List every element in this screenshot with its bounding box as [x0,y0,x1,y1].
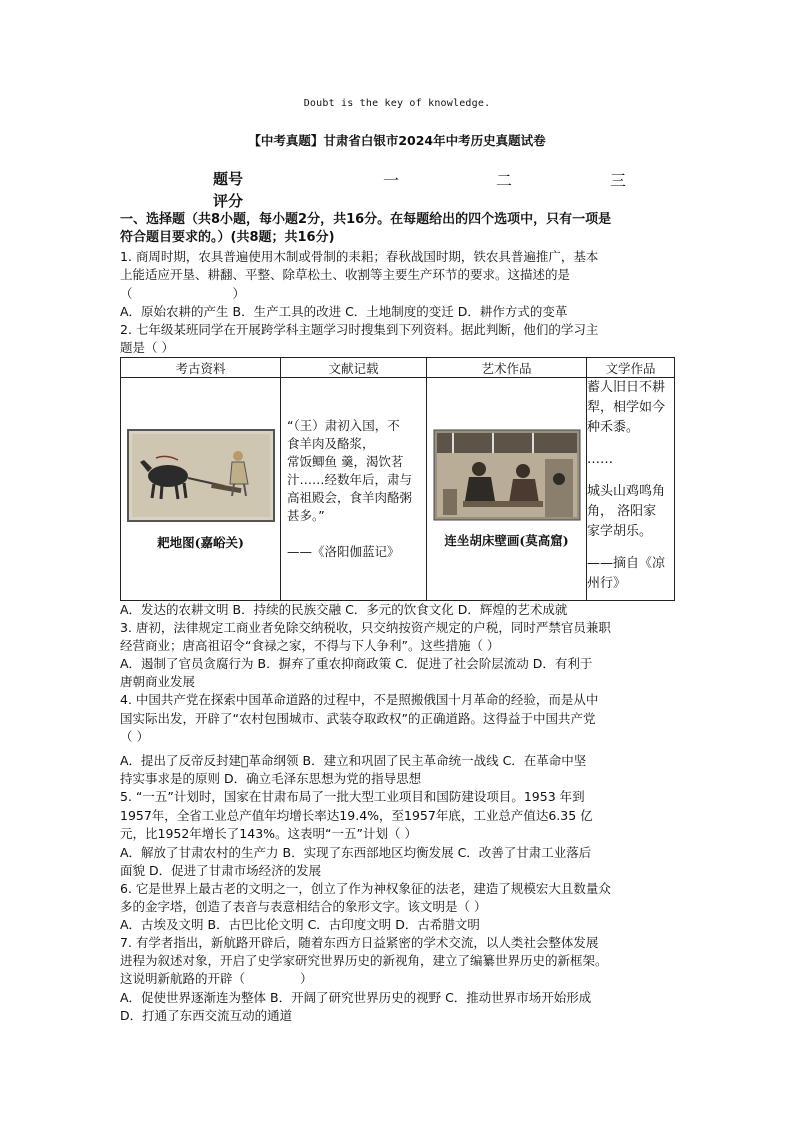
q2-literary-cell [587,378,675,601]
q4-line-3: （ ） [120,729,149,744]
q5-options-line-1: A．解放了甘肃农村的生产力 B．实现了东西部地区均衡发展 C．改善了甘肃工业落后 [120,845,592,860]
section-1-line-2: 符合题目要求的。）(共8题；共16分) [120,230,335,245]
poem-line-4: …… [587,452,613,467]
q1-line-2: 上能适应开垦、耕翻、平整、除草松土、收割等主要生产环节的要求。这描述的是 [120,267,571,282]
poem-line-5: 城头山鸡鸣角 [587,484,666,499]
poem-line-7: 家学胡乐。 [587,524,653,539]
q1-paren-close: ） [232,286,246,301]
record-line-1: “（王）肃初入国，不 [287,418,400,433]
record-line-4: 汁……经数年后，肃与 [287,472,413,487]
q2-header-literature: 文献记载 [281,358,427,378]
exam-title: 【中考真题】甘肃省白银市2024年中考历史真题试卷 [248,133,546,148]
q3-options-line-2: 唐朝商业发展 [120,674,196,689]
q5-line-1: 5. “一五”计划时，国家在甘肃布局了一批大型工业项目和国防建设项目。1953 年到 [120,789,585,804]
q7-line-3 [120,970,680,988]
q7-options-line-2: D．打通了东西交流互动的通道 [120,1008,293,1023]
q2-archaeology-cell [121,378,281,601]
poem-source-2: 州行》 [587,576,627,591]
q7-paren-close: ） [300,971,313,986]
q2-line-1: 2. 七年级某班同学在开展跨学科主题学习时搜集到下列资料。据此判断，他们的学习主 [120,322,599,337]
q5-line-3: 元，比1952年增长了143%。这表明“一五”计划（ ） [120,826,417,841]
record-line-6: 甚多。” [287,508,325,523]
q2-header-art: 艺术作品 [427,358,587,378]
plowing-mural-image [126,428,276,523]
poem-line-2: 犁，相学如今 [587,400,666,415]
poem-line-6: 角， 洛阳家 [587,504,657,519]
q2-options: A．发达的农耕文明 B．持续的民族交融 C．多元的饮食文化 D．辉煌的艺术成就 [120,602,568,617]
score-row-label: 评分 [213,192,244,210]
poem-line-3: 种禾黍。 [587,420,640,435]
q3-line-2: 经营商业；唐高祖诏令“食禄之家，不得与下人争利”。这些措施（ ） [120,638,500,653]
score-col-2: 二 [496,171,513,190]
poem-source-1: ——摘自《凉 [587,556,666,571]
plowing-mural-caption: 耙地图(嘉峪关) [157,534,244,550]
q7-options-line-1: A．促使世界逐渐连为整体 B．开阔了研究世界历史的视野 C．推动世界市场开始形成 [120,990,592,1005]
mogao-mural-caption: 连坐胡床壁画(莫高窟) [444,533,569,548]
record-line-3: 常饭鲫鱼 羹，渴饮茗 [287,454,404,469]
score-table-header-label: 题号 [213,170,244,188]
q1-line-1: 1. 商周时期，农具普遍使用木制或骨制的耒耜；春秋战国时期，铁农具普遍推广，基本 [120,249,599,264]
q7-line-1: 7. 有学者指出，新航路开辟后，随着东西方日益紧密的学术交流，以人类社会整体发展 [120,935,599,950]
q3-options-line-1: A．遏制了官员贪腐行为 B．摒弃了重农抑商政策 C．促进了社会阶层流动 D．有利于 [120,656,593,671]
record-line-2: 食羊肉及酪浆， [287,436,375,451]
q1-answer-blank [120,285,680,303]
score-col-1: 一 [383,171,400,190]
q3-line-1: 3. 唐初，法律规定工商业者免除交纳税收，只交纳按资产规定的户税，同时严禁官员兼职 [120,620,611,635]
record-line-5: 高祖殿会，食羊肉酪粥 [287,490,413,505]
record-source: ——《洛阳伽蓝记》 [287,544,400,559]
q6-line-2: 多的金字塔，创造了表音与表意相结合的象形文字。该文明是（ ） [120,899,487,914]
mogao-mural-image [433,429,581,521]
score-col-3: 三 [610,171,627,190]
section-1-line-1: 一、选择题（共8小题，每小题2分，共16分。在每题给出的四个选项中，只有一项是 [120,212,612,227]
q1-paren-open: （ [120,286,133,301]
q4-options-line-2: 持实事求是的原则 D．确立毛泽东思想为党的指导思想 [120,771,422,786]
q2-header-archaeology: 考古资料 [121,358,281,378]
q2-source-table [120,357,675,601]
q4-line-1: 4. 中国共产党在探索中国革命道路的过程中，不是照搬俄国十月革命的经验，而是从中 [120,692,599,707]
q2-line-2: 题是（ ） [120,340,174,355]
q4-line-2: 国实际出发，开辟了“农村包围城市、武装夺取政权”的正确道路。这得益于中国共产党 [120,711,596,726]
q1-options: A．原始农耕的产生 B．生产工具的改进 C．土地制度的变迁 D．耕作方式的变革 [120,304,568,319]
motto: Doubt is the key of knowledge. [303,98,491,109]
q2-art-cell [427,378,587,601]
poem-line-1: 蓄人旧日不耕 [587,380,666,395]
q6-options: A．古埃及文明 B．古巴比伦文明 C．古印度文明 D．古希腊文明 [120,917,480,932]
q5-line-2: 1957年，全省工业总产值年均增长率达19.4%，至1957年底，工业总产值达6.35 亿 [120,808,593,823]
q7-line-2: 进程为叙述对象，开启了史学家研究世界历史的新视角，建立了编纂世界历史的新框架。 [120,953,608,968]
q6-line-1: 6. 它是世界上最古老的文明之一，创立了作为神权象征的法老，建造了规模宏大且数量众 [120,881,611,896]
q4-options-line-1: A．提出了反帝反封建 革命纲领 B．建立和巩固了民主革命统一战线 C．在革命中坚 [120,753,587,768]
q7-line-3-text: 这说明新航路的开辟（ [120,971,246,986]
q2-header-literary: 文学作品 [587,358,675,378]
q5-options-line-2: 面貌 D．促进了甘肃市场经济的发展 [120,863,322,878]
q2-literature-cell [281,378,427,601]
